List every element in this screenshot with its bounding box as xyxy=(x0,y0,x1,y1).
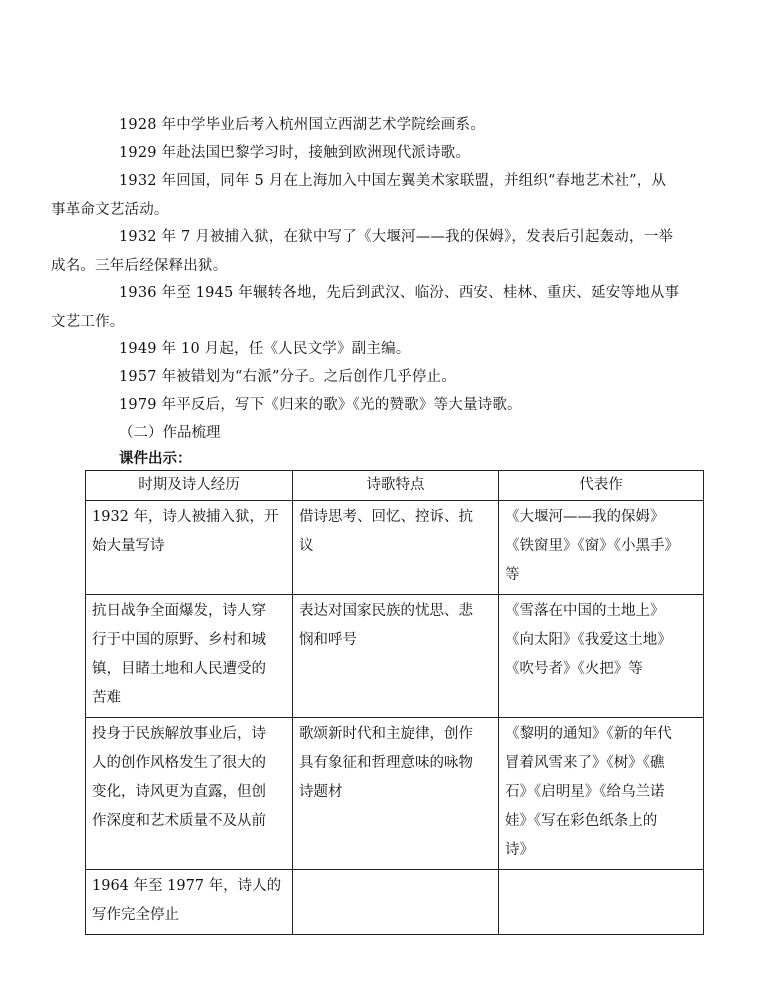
cell-line: 娃》《写在彩色纸条上的 xyxy=(505,813,658,829)
cell-line: 悯和呼号 xyxy=(299,632,357,648)
paragraph-line: 1949 年 10 月起，任《人民文学》副主编。 xyxy=(119,341,411,357)
cell-line: 《向太阳》《我爱这土地》 xyxy=(505,632,672,648)
biography-paragraph-1928 xyxy=(85,111,689,140)
column-header-works: 代表作 xyxy=(499,471,704,501)
cell-line: 《铁窗里》《窗》《小黑手》 xyxy=(505,538,679,554)
cell-line: 写作完全停止 xyxy=(92,907,179,923)
column-header-period: 时期及诗人经历 xyxy=(86,471,293,501)
cell-line: 诗题材 xyxy=(299,784,343,800)
cell-line: 石》《启明星》《给乌兰诺 xyxy=(505,784,665,800)
paragraph-line: 1932 年 7 月被捕入狱，在狱中写了《大堰河——我的保姆》，发表后引起轰动，一举 xyxy=(119,229,674,245)
paragraph-line: 事革命文艺活动。 xyxy=(51,202,169,218)
table-row xyxy=(86,501,704,595)
cell-line: 投身于民族解放事业后，诗 xyxy=(92,726,266,742)
paragraph-line: 1929 年赴法国巴黎学习时，接触到欧洲现代派诗歌。 xyxy=(119,145,471,161)
cell-line: 《雪落在中国的土地上》 xyxy=(505,603,665,619)
period-cell xyxy=(86,718,293,870)
biography-paragraph-1979 xyxy=(85,391,689,420)
paragraph-line: 1957 年被错划为“右派”分子。之后创作几乎停止。 xyxy=(119,369,457,385)
table-row xyxy=(86,870,704,935)
cell-line: 苦难 xyxy=(92,690,121,706)
biography-paragraph-1957 xyxy=(85,363,689,392)
features-cell xyxy=(293,870,499,935)
table-row xyxy=(86,595,704,718)
cell-line: 借诗思考、回忆、控诉、抗 xyxy=(299,509,473,525)
cell-line: 《大堰河——我的保姆》 xyxy=(505,509,665,525)
features-cell xyxy=(293,595,499,718)
paragraph-line: 成名。三年后经保释出狱。 xyxy=(51,258,228,274)
cell-line: 表达对国家民族的忧思、悲 xyxy=(299,603,473,619)
cell-line: 1932 年，诗人被捕入狱，开 xyxy=(92,509,279,525)
cell-line: 《黎明的通知》《新的年代 xyxy=(505,726,672,742)
biography-paragraph-1932-prison xyxy=(51,223,689,281)
section-heading: （二）作品梳理 xyxy=(119,425,221,441)
cell-line: 人的创作风格发生了很大的 xyxy=(92,755,266,771)
works-table xyxy=(85,470,704,935)
paragraph-line: 1928 年中学毕业后考入杭州国立西湖艺术学院绘画系。 xyxy=(119,117,485,133)
cell-line: 议 xyxy=(299,538,314,554)
period-cell xyxy=(86,870,293,935)
period-cell xyxy=(86,501,293,595)
table-header-row xyxy=(86,471,704,501)
table-row xyxy=(86,718,704,870)
features-cell xyxy=(293,501,499,595)
cell-line: 具有象征和哲理意味的咏物 xyxy=(299,755,473,771)
features-cell xyxy=(293,718,499,870)
period-cell xyxy=(86,595,293,718)
cell-line: 变化，诗风更为直露，但创 xyxy=(92,784,266,800)
cell-line: 《吹号者》《火把》等 xyxy=(505,661,643,677)
biography-paragraph-1949 xyxy=(85,335,689,364)
biography-paragraph-1932-return xyxy=(51,167,689,225)
paragraph-line: 1936 年至 1945 年辗转各地，先后到武汉、临汾、西安、桂林、重庆、延安等地从事 xyxy=(119,285,680,301)
column-header-features: 诗歌特点 xyxy=(293,471,499,501)
courseware-label: 课件出示： xyxy=(119,450,192,467)
biography-paragraph-1929 xyxy=(85,139,689,168)
cell-line: 抗日战争全面爆发，诗人穿 xyxy=(92,603,266,619)
cell-line: 等 xyxy=(505,567,520,583)
works-cell xyxy=(499,870,704,935)
cell-line: 歌颂新时代和主旋律，创作 xyxy=(299,726,473,742)
paragraph-line: 文艺工作。 xyxy=(51,314,125,330)
cell-line: 始大量写诗 xyxy=(92,538,165,554)
paragraph-line: 1932 年回国，同年 5 月在上海加入中国左翼美术家联盟，并组织“春地艺术社”，从 xyxy=(119,173,667,189)
cell-line: 诗》 xyxy=(505,842,534,858)
biography-paragraph-1936 xyxy=(51,279,689,337)
works-cell xyxy=(499,718,704,870)
cell-line: 行于中国的原野、乡村和城 xyxy=(92,632,266,648)
works-cell xyxy=(499,501,704,595)
paragraph-line: 1979 年平反后，写下《归来的歌》《光的赞歌》等大量诗歌。 xyxy=(119,397,522,413)
cell-line: 1964 年至 1977 年，诗人的 xyxy=(92,878,282,894)
cell-line: 作深度和艺术质量不及从前 xyxy=(92,813,266,829)
cell-line: 冒着风雪来了》《树》《礁 xyxy=(505,755,665,771)
works-cell xyxy=(499,595,704,718)
cell-line: 镇，目睹土地和人民遭受的 xyxy=(92,661,266,677)
